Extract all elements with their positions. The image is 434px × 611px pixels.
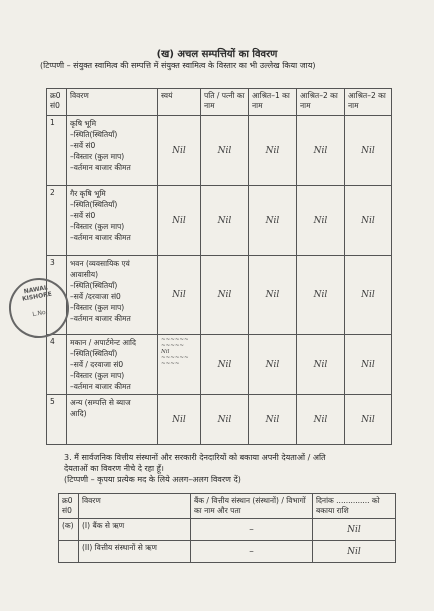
table-header-row [59, 494, 396, 519]
cell-value: Nil [158, 116, 201, 186]
table-row [59, 541, 396, 563]
cell-value: Nil [345, 335, 392, 395]
section-3-text [64, 452, 404, 485]
table-row [47, 186, 392, 256]
desc-line: –सर्वे /दरवाजा सं0 [70, 292, 121, 301]
cell-value: Nil [201, 186, 249, 256]
header-serial: क्र0 सं0 [47, 89, 67, 116]
desc-line: –वर्तमान बाजार कीमत [70, 233, 131, 242]
header-description: विवरण [79, 494, 191, 519]
row-description [67, 256, 158, 335]
cell-value: Nil [201, 256, 249, 335]
desc-line: कृषि भूमि [70, 119, 97, 128]
cell-institution: – [191, 519, 313, 541]
table-row [47, 256, 392, 335]
table-row [47, 116, 392, 186]
header-dependent-3: आश्रित–2 का नाम [345, 89, 392, 116]
desc-line: –सर्वे सं0 [70, 211, 96, 220]
header-self: स्वयं [158, 89, 201, 116]
desc-line: मकान / अपार्टमेन्ट आदि [70, 338, 136, 347]
desc-line: –स्थिति(स्थितियाँ) [70, 281, 118, 290]
desc-line: –वर्तमान बाजार कीमत [70, 314, 131, 323]
section-title: (ख) अचल सम्पत्तियों का विवरण [156, 49, 278, 60]
desc-line: –वर्तमान बाजार कीमत [70, 163, 131, 172]
desc-line: –स्थिति(स्थितियाँ) [70, 349, 118, 358]
cell-amount: Nil [313, 519, 396, 541]
cell-value: Nil [158, 256, 201, 335]
desc-line: –वर्तमान बाजार कीमत [70, 382, 131, 391]
cell-value: Nil [297, 395, 345, 445]
stamp-text: L.No. [31, 308, 49, 319]
header-dependent-1: आश्रित–1 का नाम [249, 89, 297, 116]
cell-institution: – [191, 541, 313, 563]
section-3-note: (टिप्पणी – कृपया प्रत्येक मद के लिये अलग–अलग विवरण दें) [64, 475, 241, 484]
desc-line: आवासीय) [70, 270, 99, 279]
header-spouse: पति / पत्नी का नाम [201, 89, 249, 116]
note-line: Nil [161, 349, 170, 355]
cell-value: Nil [158, 186, 201, 256]
desc-line: –विस्तार (कुल माप) [70, 152, 125, 161]
row-description: (I) बैंक से ऋण [79, 519, 191, 541]
section-3-line: 3. मैं सार्वजनिक वित्तीय संस्थानों और सरकारी देनदारियों को बकाया अपनी देयताओं / अति [64, 453, 326, 462]
cell-value: Nil [201, 335, 249, 395]
desc-line: आदि) [70, 409, 87, 418]
cell-value: Nil [201, 116, 249, 186]
liabilities-table [58, 493, 396, 563]
row-description [67, 116, 158, 186]
row-serial: 1 [47, 116, 67, 186]
row-description [67, 395, 158, 445]
stamp-text: NAWAL KISHORE [21, 284, 53, 303]
cell-value: Nil [249, 335, 297, 395]
cell-value: Nil [297, 256, 345, 335]
row-serial: 2 [47, 186, 67, 256]
row-serial: (क) [59, 519, 79, 541]
cell-value: Nil [297, 116, 345, 186]
row-serial: 4 [47, 335, 67, 395]
immovable-assets-table [46, 88, 392, 445]
desc-line: भवन (व्यवसायिक एवं [70, 259, 130, 268]
table-row [59, 519, 396, 541]
cell-value: Nil [249, 395, 297, 445]
desc-line: –स्थिति(स्थितियाँ) [70, 130, 118, 139]
cell-value: Nil [345, 395, 392, 445]
row-serial [59, 541, 79, 563]
section-3-line: देयताओं का विवरण नीचे दे रहा हूँ। [64, 464, 164, 473]
desc-line: –विस्तार (कुल माप) [70, 303, 125, 312]
table-header-row [47, 89, 392, 116]
header-description: विवरण [67, 89, 158, 116]
table-row [47, 395, 392, 445]
cell-value: Nil [345, 186, 392, 256]
desc-line: अन्य (सम्पत्ति से ब्याज [70, 398, 131, 407]
cell-value: Nil [345, 116, 392, 186]
desc-line: –सर्वे सं0 [70, 141, 96, 150]
header-institution: बैंक / वित्तीय संस्थान (संस्थानों) / विभागों का नाम और पता [191, 494, 313, 519]
cell-value: Nil [249, 256, 297, 335]
row-description [67, 186, 158, 256]
header-amount: दिनांक .............. को बकाया राशि [313, 494, 396, 519]
desc-line: –विस्तार (कुल माप) [70, 371, 125, 380]
desc-line: –विस्तार (कुल माप) [70, 222, 125, 231]
cell-value: Nil [297, 335, 345, 395]
header-dependent-2: आश्रित–2 का नाम [297, 89, 345, 116]
desc-line: –स्थिति(स्थितियाँ) [70, 200, 118, 209]
table-row [47, 335, 392, 395]
cell-value: Nil [249, 116, 297, 186]
cell-value: Nil [158, 395, 201, 445]
row-description [67, 335, 158, 395]
row-serial: 5 [47, 395, 67, 445]
cell-amount: Nil [313, 541, 396, 563]
cell-value: Nil [201, 395, 249, 445]
cell-value: Nil [249, 186, 297, 256]
cell-value: Nil [345, 256, 392, 335]
header-serial: क्र0 सं0 [59, 494, 79, 519]
cell-value: Nil [297, 186, 345, 256]
desc-line: –सर्वे / दरवाजा सं0 [70, 360, 124, 369]
row-serial: 3 [47, 256, 67, 335]
row-description: (II) वित्तीय संस्थानों से ऋण [79, 541, 191, 563]
desc-line: गैर कृषि भूमि [70, 189, 106, 198]
handwritten-note: ~~~~~~ ~~~~~ Nil ~~~~~~ ~~~~ [158, 335, 201, 395]
section-note: (टिप्पणी – संयुक्त स्वामित्व की सम्पत्ति में संयुक्त स्वामित्व के विस्तार का भी उल्लेख किया जाय) [40, 61, 316, 70]
